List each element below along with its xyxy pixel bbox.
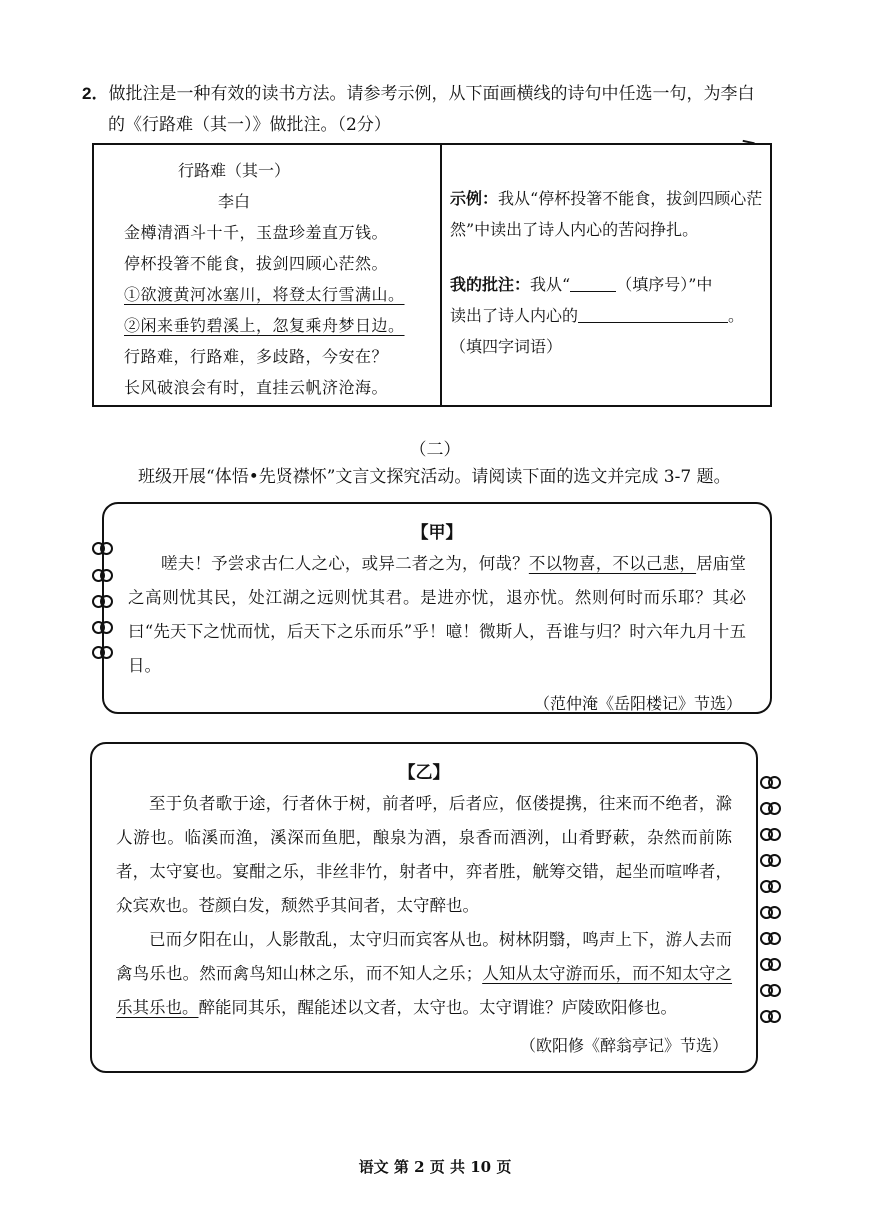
passage-underlined-text: 人知从太守游而乐，而不知太守之乐其乐也。: [116, 964, 733, 1017]
question-2: [82, 78, 802, 141]
binder-ring-icon: [760, 801, 782, 815]
passage-yi-heading: 【乙】: [398, 763, 450, 783]
poem-line: 金樽清酒斗十千，玉盘珍羞直万钱。: [124, 223, 389, 242]
binder-ring-icon: [760, 1009, 782, 1023]
passage-yi-para2: [116, 923, 732, 1025]
binder-ring-icon: [760, 879, 782, 893]
my-annotation-text: 读出了诗人内心的: [450, 306, 579, 325]
my-annotation: [450, 269, 768, 362]
section-title: （二）: [409, 440, 461, 460]
binder-ring-icon: [760, 931, 782, 945]
binder-ring-icon: [92, 645, 114, 659]
section-intro: 班级开展“体悟•先贤襟怀”文言文探究活动。请阅读下面的选文并完成 3-7 题。: [138, 467, 731, 487]
poem-line: 停杯投箸不能食，拔剑四顾心茫然。: [124, 254, 389, 273]
sequence-number-blank[interactable]: [570, 273, 616, 292]
passage-text: 嗟夫！予尝求古仁人之心，或异二者之为，何哉？: [161, 554, 529, 573]
four-char-word-blank[interactable]: [578, 304, 728, 323]
poem-line: 行路难，行路难，多歧路，今安在？: [124, 347, 389, 366]
passage-jia-heading: 【甲】: [411, 523, 463, 543]
poem-cell: [124, 155, 424, 403]
passage-text: 醉能同其乐，醒能述以文者，太守也。太守谓谁？庐陵欧阳修也。: [198, 998, 677, 1017]
my-annotation-text: 我从“: [530, 275, 571, 294]
passage-jia-source: （范仲淹《岳阳楼记》节选）: [533, 694, 742, 713]
question-number: 2．: [82, 84, 109, 103]
my-annotation-text: （填序号）”中: [616, 275, 713, 294]
my-annotation-label: 我的批注：: [450, 275, 531, 294]
poem-line-underlined: ①欲渡黄河冰塞川，将登太行雪满山。: [124, 285, 405, 304]
binder-ring-icon: [760, 957, 782, 971]
passage-underlined-text: 不以物喜，不以己悲，: [528, 554, 697, 573]
question-2-line2: 的《行路难（其一）》做批注。（2分）: [108, 115, 391, 135]
annotation-table: [92, 143, 772, 407]
binder-ring-icon: [760, 827, 782, 841]
table-divider: [440, 145, 442, 405]
passage-yi-card: [90, 742, 758, 1073]
binder-ring-icon: [760, 983, 782, 997]
binder-ring-icon: [92, 568, 114, 582]
passage-text: 居庙堂之高则忧其民，处江湖之远则忧其君。是进亦忧，退亦忧。然则何时而乐耶？其必曰“先天下之忧而忧，后天下之乐而乐”乎！噫！微斯人，吾谁与归？时六年九月十五日。: [128, 554, 747, 675]
poem-title: 行路难（其一）: [177, 161, 290, 180]
binder-ring-icon: [92, 541, 114, 555]
passage-yi-source: （欧阳修《醉翁亭记》节选）: [519, 1036, 728, 1055]
binder-ring-icon: [760, 853, 782, 867]
example-annotation: [450, 183, 768, 245]
my-annotation-hint: （填四字词语）: [450, 337, 563, 356]
annotation-cell: [450, 183, 768, 362]
question-2-text: 做批注是一种有效的读书方法。请参考示例，从下面画横线的诗句中任选一句，为李白: [108, 84, 755, 104]
passage-yi-para1: 至于负者歌于途，行者休于树，前者呼，后者应，伛偻提携，往来而不绝者，滁人游也。临溪而渔，溪深而鱼肥，酿泉为酒，泉香而酒洌，山肴野蔌，杂然而前陈者，太守宴也。宴酣之乐，非丝非竹，射者中，弈者胜，觥筹交错，起坐而喧哗者，众宾欢也。苍颜白发，颓然乎其间者，太守醉也。: [116, 794, 732, 915]
binder-ring-icon: [92, 594, 114, 608]
binder-ring-icon: [760, 775, 782, 789]
question-2-line1: [82, 78, 802, 110]
poem-line: 长风破浪会有时，直挂云帆济沧海。: [124, 378, 389, 397]
passage-text: 已而夕阳在山，人影散乱，太守归而宾客从也。树林阴翳，鸣声上下，游人去而禽鸟乐也。然而禽鸟知山林之乐，而不知人之乐；: [116, 930, 732, 983]
binder-ring-icon: [760, 905, 782, 919]
example-label: 示例：: [450, 189, 499, 208]
poem-author: 李白: [217, 192, 250, 211]
passage-jia-card: [102, 502, 772, 714]
binder-ring-icon: [92, 620, 114, 634]
example-text: 我从“停杯投箸不能食，拔剑四顾心茫然”中读出了诗人内心的苦闷挣扎。: [450, 189, 763, 239]
my-annotation-text: 。: [728, 306, 745, 325]
poem-line-underlined: ②闲来垂钓碧溪上，忽复乘舟梦日边。: [124, 316, 405, 335]
page-footer: 语文 第 2 页 共 10 页: [358, 1158, 512, 1176]
passage-jia-text: [128, 547, 746, 683]
